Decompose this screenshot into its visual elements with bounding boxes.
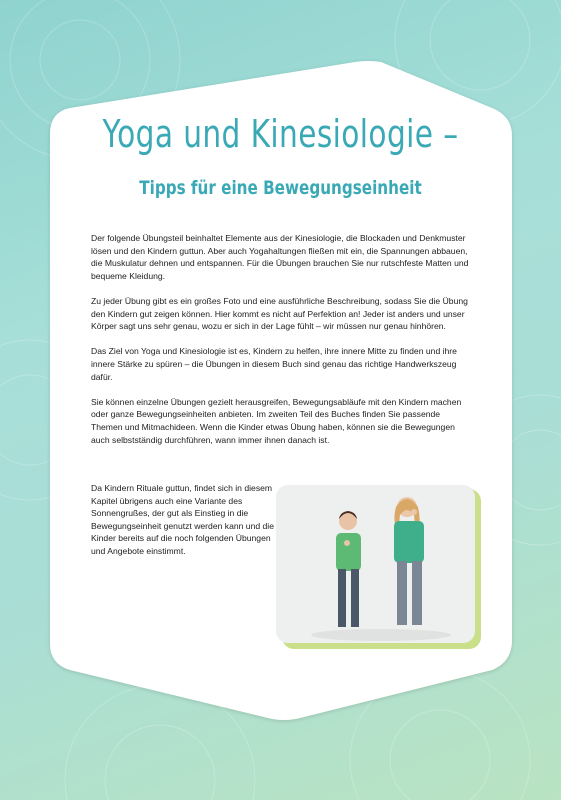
page-subtitle: Tipps für eine Bewegungseinheit: [139, 177, 422, 199]
paragraph: Sie können einzelne Übungen gezielt herausgreifen, Bewegungsabläufe mit den Kindern machen oder ganze Bewegungseinheiten anbieten. Im zweiten Teil des Buches finden Sie passende Themen und Mitmachideen. Wenn die Kinder etwas Übung haben, können sie die Bewegungen auch selbstständig durchführen, wann immer ihnen danach ist.: [91, 396, 462, 445]
paragraph: Der folgende Übungsteil beinhaltet Elemente aus der Kinesiologie, die Blockaden und Denkmuster lösen und den Kindern guttun. Aber auch Yogahaltungen fließen mit ein, die Spannungen abbauen, die Muskulatur dehnen und entspannen. Für die Übungen brauchen Sie nur rutschfeste Matten und bequeme Kleidung.: [91, 233, 469, 281]
paragraph: Zu jeder Übung gibt es ein großes Foto und eine ausführliche Beschreibung, sodass Sie die Übung den Kindern gut zeigen können. Hier kommt es nicht auf Perfektion an! Jeder ist anders und unser Körper sagt uns sehr genau, wozu er sich in der Lage fühlt – wir müssen nur genau hinhören.: [91, 295, 468, 332]
paragraph: Das Ziel von Yoga und Kinesiologie ist es, Kindern zu helfen, ihre innere Mitte zu finden und ihre innere Stärke zu spüren – die Übungen in diesem Buch sind genau das richtige Handwerkszeug dafür.: [91, 346, 457, 382]
page-title: Yoga und Kinesiologie –: [102, 112, 459, 156]
body-text: [91, 232, 471, 459]
children-yoga-photo: [276, 485, 481, 650]
paragraph-rituals: Da Kindern Rituale guttun, findet sich in diesem Kapitel übrigens auch eine Variante des Sonnengrußes, der gut als Einstieg in die Bewegungseinheit genutzt werden kann und die Kinder bereits auf die noch folgenden Übungen und Angebote einstimmt.: [91, 483, 274, 556]
